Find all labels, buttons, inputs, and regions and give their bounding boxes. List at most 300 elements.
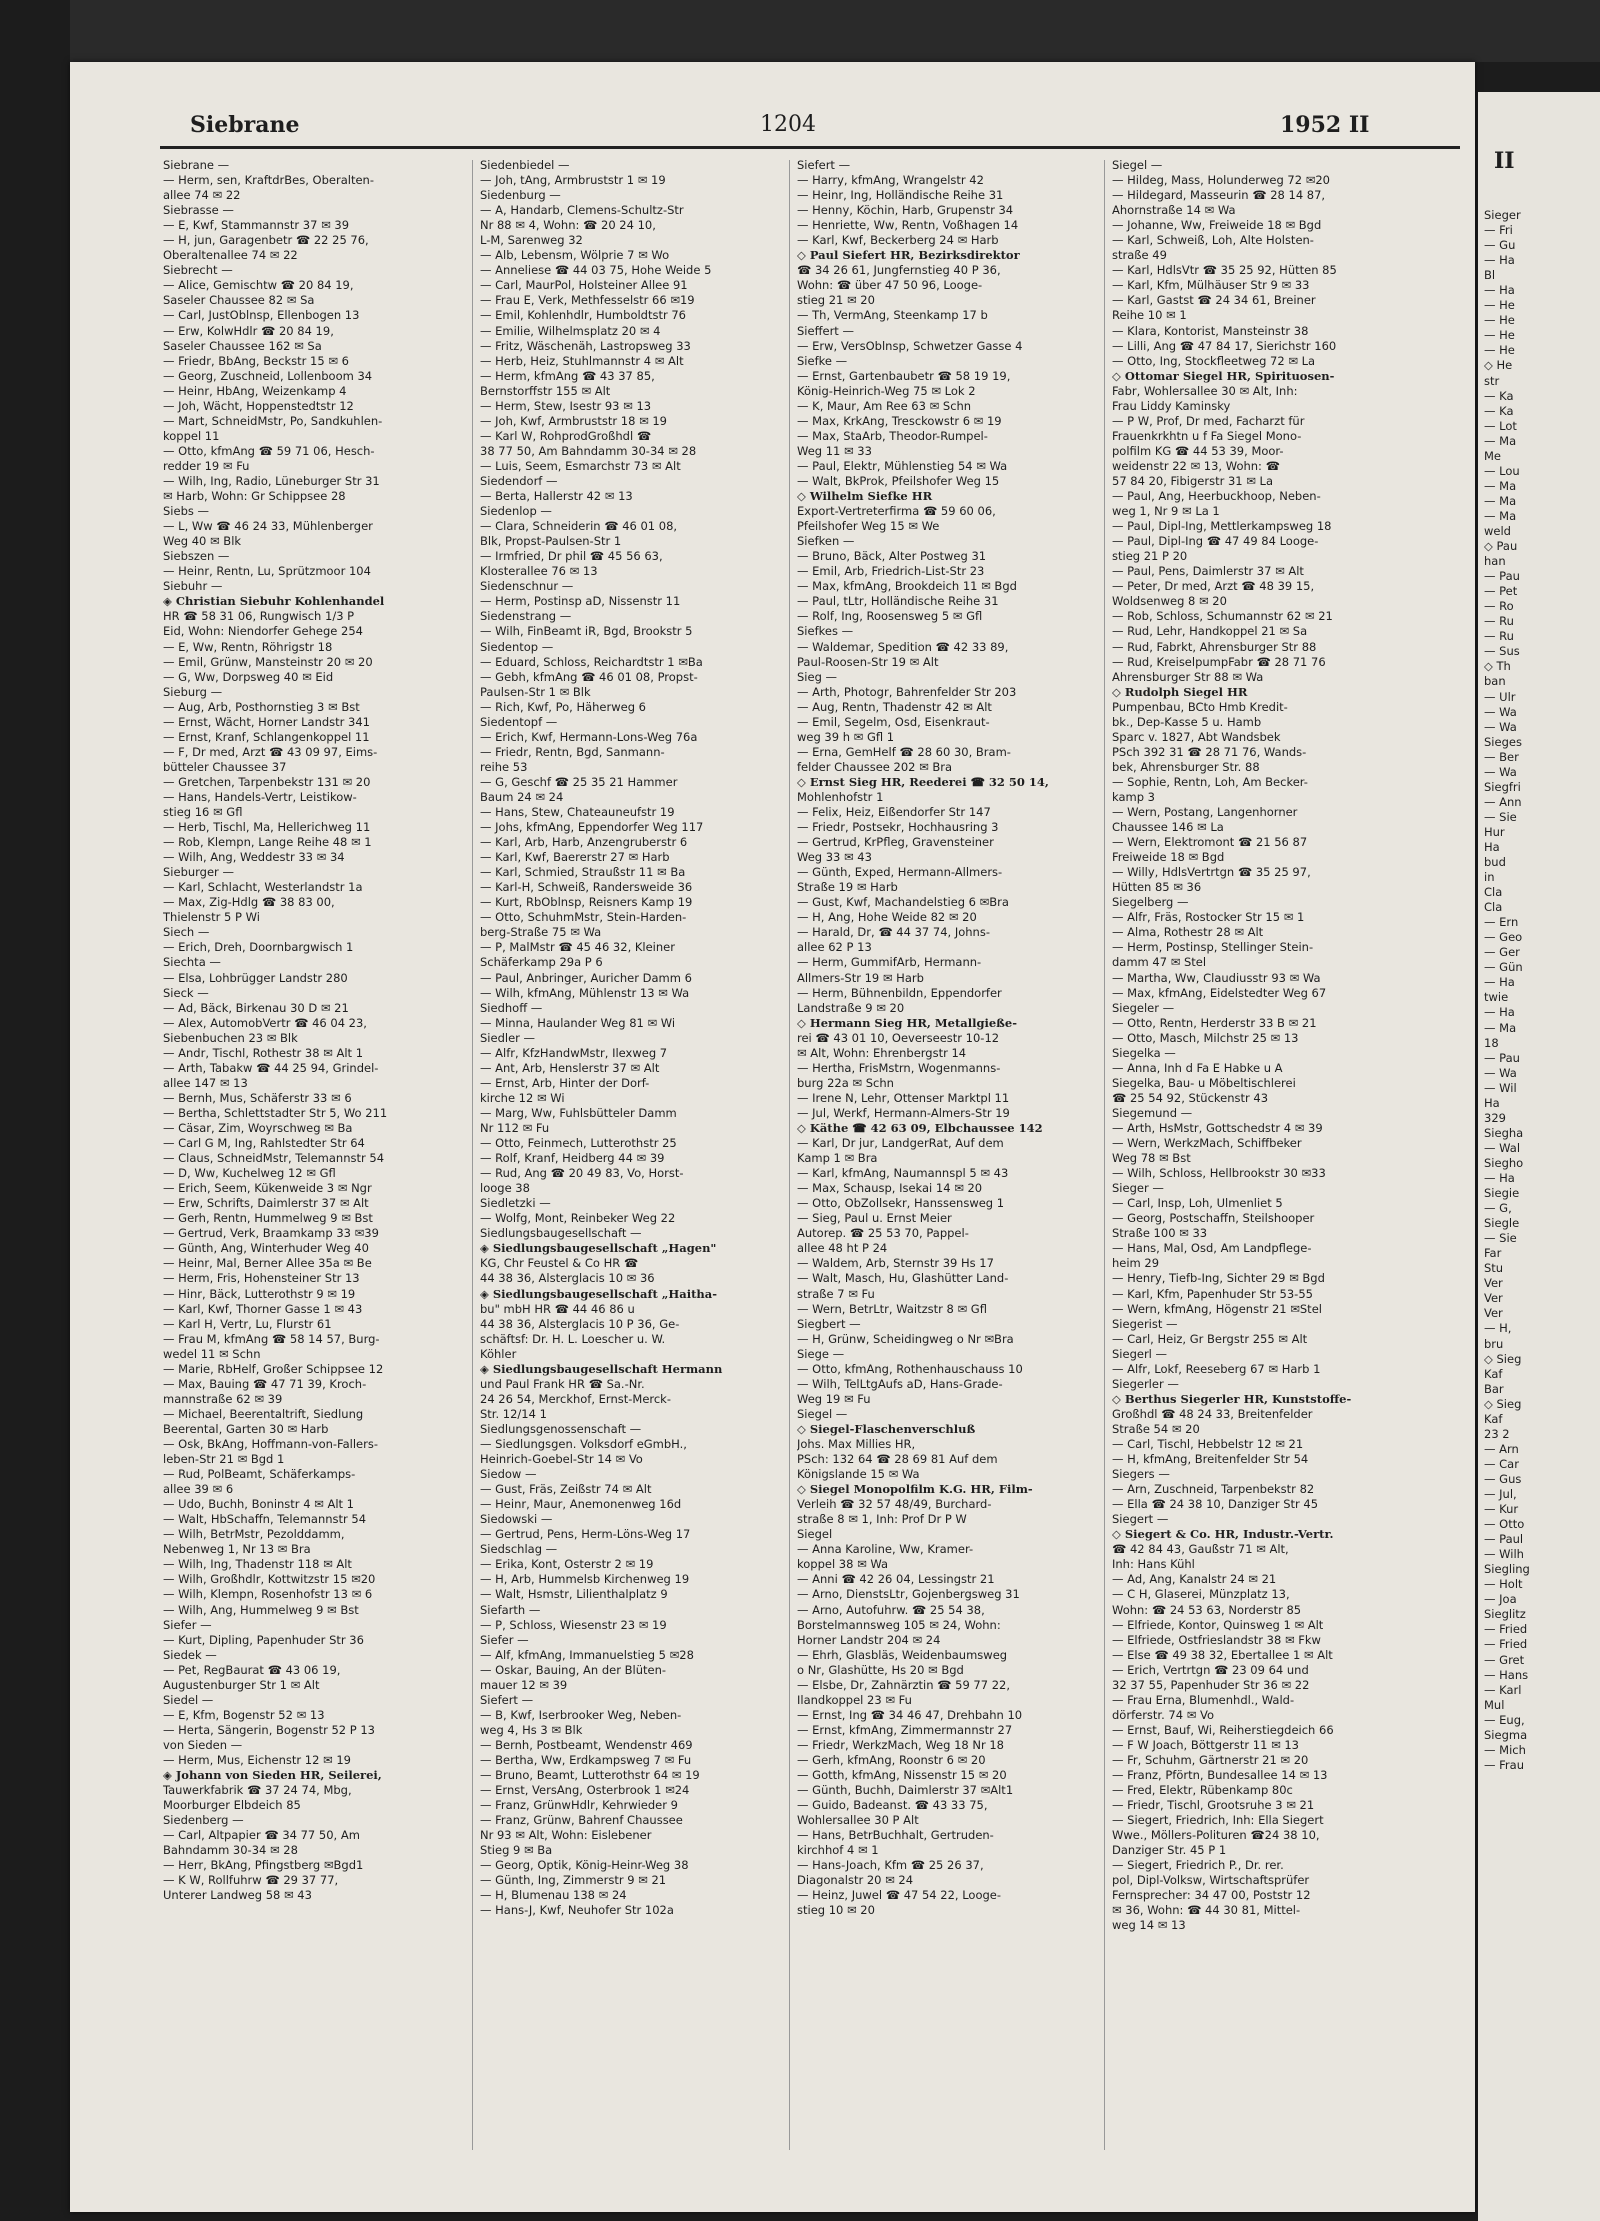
directory-entry-line: Frau Liddy Kaminsky: [1112, 398, 1231, 413]
directory-entry-line: Pfeilshofer Weg 15 ✉ We: [797, 519, 940, 534]
directory-entry-line: — Wilh, FinBeamt iR, Bgd, Brookstr 5: [480, 624, 693, 639]
directory-entry-line: Siedenberg —: [163, 1813, 244, 1828]
directory-entry-line: — Klara, Kontorist, Mansteinstr 38: [1112, 323, 1309, 338]
directory-entry-line: — Erich, Seem, Kükenweide 3 ✉ Ngr: [163, 1181, 372, 1196]
adjacent-page-line: Sieglitz: [1484, 1607, 1526, 1622]
directory-entry-line: Str. 12/14 1: [480, 1406, 547, 1421]
directory-entry-line: Siedenbiedel —: [480, 158, 570, 172]
directory-entry-line: Thielenstr 5 P Wi: [163, 910, 260, 925]
directory-entry-line: — Heinz, Juwel ☎ 47 54 22, Looge-: [797, 1888, 1002, 1903]
directory-entry-line: — Waldemar, Spedition ☎ 42 33 89,: [797, 639, 1009, 654]
directory-entry-line: looge 38: [480, 1181, 530, 1196]
adjacent-page-line: — Ger: [1484, 945, 1520, 960]
directory-entry-line: — Arth, HsMstr, Gottschedstr 4 ✉ 39: [1112, 1121, 1323, 1135]
directory-entry-line: ◇ Rudolph Siegel HR: [1112, 684, 1248, 699]
directory-entry-line: 38 77 50, Am Bahndamm 30-34 ✉ 28: [480, 443, 697, 458]
adjacent-page-line: Sieger: [1484, 208, 1521, 222]
directory-entry-line: Klosterallee 76 ✉ 13: [480, 564, 598, 579]
adjacent-page-line: — Car: [1484, 1456, 1519, 1471]
directory-entry-line: — Rich, Kwf, Po, Häherweg 6: [480, 699, 646, 714]
adjacent-page-line: — Ha: [1484, 253, 1515, 268]
year-volume: 1952 II: [1280, 112, 1370, 138]
directory-entry-line: — Emil, Arb, Friedrich-List-Str 23: [797, 564, 985, 579]
directory-entry-line: — Joh, Kwf, Armbruststr 18 ✉ 19: [480, 413, 667, 428]
directory-entry-line: Sieburger —: [163, 865, 234, 880]
directory-entry-line: — Karl, Schweiß, Loh, Alte Holsten-: [1112, 233, 1314, 248]
adjacent-page-line: Stu: [1484, 1261, 1504, 1276]
directory-entry-line: — P, Schloss, Wiesenstr 23 ✉ 19: [480, 1617, 667, 1632]
directory-entry-line: — Wilh, BetrMstr, Pezolddamm,: [163, 1527, 345, 1542]
directory-entry-line: — Otto, ObZollsekr, Hanssensweg 1: [797, 1196, 1005, 1211]
directory-entry-line: — Herb, Heiz, Stuhlmannstr 4 ✉ Alt: [480, 353, 684, 368]
directory-entry-line: — Herr, BkAng, Pfingstberg ✉Bgd1: [163, 1858, 364, 1873]
directory-entry-line: allee 147 ✉ 13: [163, 1075, 248, 1090]
directory-entry-line: — Alice, Gemischtw ☎ 20 84 19,: [163, 278, 354, 293]
directory-entry-line: — Heinr, Maur, Anemonenweg 16d: [480, 1497, 682, 1512]
directory-entry-line: — Wilh, Klempn, Rosenhofstr 13 ✉ 6: [163, 1587, 373, 1602]
directory-entry-line: — Willy, HdlsVertrtgn ☎ 35 25 97,: [1112, 865, 1311, 880]
adjacent-page-line: — Wa: [1484, 704, 1517, 719]
directory-entry-line: Siedschlag —: [480, 1542, 558, 1557]
adjacent-page-line: — Ber: [1484, 749, 1519, 764]
directory-entry-line: Sieffert —: [797, 323, 854, 338]
adjacent-page-line: Siegfri: [1484, 779, 1521, 794]
directory-entry-line: Hütten 85 ✉ 36: [1112, 880, 1202, 895]
directory-entry-line: — Siegert, Friedrich P., Dr. rer.: [1112, 1858, 1284, 1873]
directory-entry-line: — Peter, Dr med, Arzt ☎ 48 39 15,: [1112, 579, 1315, 594]
directory-entry-line: ◈ Christian Siebuhr Kohlenhandel: [163, 594, 385, 609]
adjacent-page-line: ◇ Sieg: [1484, 1396, 1522, 1411]
directory-entry-line: — Walt, Hsmstr, Lilienthalplatz 9: [480, 1587, 668, 1602]
directory-entry-line: Nr 93 ✉ Alt, Wohn: Eislebener: [480, 1828, 652, 1843]
adjacent-page-line: Sieges: [1484, 734, 1522, 749]
directory-entry-line: — Ernst, Arb, Hinter der Dorf-: [480, 1075, 650, 1090]
directory-entry-line: — Aug, Rentn, Thadenstr 42 ✉ Alt: [797, 699, 992, 714]
adjacent-page-line: Siegling: [1484, 1562, 1530, 1577]
directory-entry-line: — Rob, Schloss, Schumannstr 62 ✉ 21: [1112, 609, 1333, 624]
adjacent-page-line: — Ru: [1484, 614, 1514, 629]
directory-entry-line: ◇ Ottomar Siegel HR, Spirituosen-: [1112, 368, 1335, 383]
directory-entry-line: ✉ Harb, Wohn: Gr Schippsee 28: [163, 489, 346, 504]
column-divider: [789, 160, 790, 2150]
adjacent-page-line: — Wa: [1484, 1065, 1517, 1080]
directory-entry-line: — Gust, Fräs, Zeißstr 74 ✉ Alt: [480, 1482, 652, 1497]
directory-entry-line: — Arno, Autofuhrw. ☎ 25 54 38,: [797, 1602, 985, 1617]
directory-entry-line: — H, Arb, Hummelsb Kirchenweg 19: [480, 1572, 690, 1587]
directory-entry-line: — Elsbe, Dr, Zahnärztin ☎ 59 77 22,: [797, 1677, 1010, 1692]
directory-entry-line: — Wolfg, Mont, Reinbeker Weg 22: [480, 1211, 676, 1226]
directory-entry-line: Eid, Wohn: Niendorfer Gehege 254: [163, 624, 363, 639]
adjacent-page-line: — Ulr: [1484, 689, 1516, 704]
directory-entry-line: schäftsf: Dr. H. L. Loescher u. W.: [480, 1331, 666, 1346]
directory-entry-line: 24 26 54, Merckhof, Ernst-Merck-: [480, 1391, 671, 1406]
adjacent-page-line: — Ma: [1484, 478, 1517, 493]
directory-entry-line: damm 47 ✉ Stel: [1112, 955, 1207, 970]
directory-entry-line: Siechta —: [163, 955, 221, 970]
directory-entry-line: — Karl, Kwf, Beckerberg 24 ✉ Harb: [797, 233, 999, 248]
adjacent-page-line: Siegle: [1484, 1216, 1520, 1231]
directory-entry-line: — Karl, Kfm, Papenhuder Str 53-55: [1112, 1286, 1313, 1301]
adjacent-page-line: Ha: [1484, 1095, 1500, 1110]
directory-entry-line: ✉ Alt, Wohn: Ehrenbergstr 14: [797, 1045, 967, 1060]
directory-entry-line: — Ad, Ang, Kanalstr 24 ✉ 21: [1112, 1572, 1277, 1587]
directory-entry-line: — Karl, Schmied, Straußstr 11 ✉ Ba: [480, 865, 686, 880]
directory-entry-line: Wwe., Möllers-Polituren ☎24 38 10,: [1112, 1828, 1320, 1843]
header-first-entry: Siebrane: [190, 112, 300, 138]
directory-entry-line: Siege —: [797, 1346, 845, 1361]
directory-column-1: [163, 158, 463, 1903]
directory-entry-line: — Clara, Schneiderin ☎ 46 01 08,: [480, 519, 678, 534]
directory-entry-line: Siegert —: [1112, 1512, 1169, 1527]
directory-entry-line: ◈ Siedlungsbaugesellschaft Hermann: [480, 1361, 723, 1376]
directory-entry-line: weg 1, Nr 9 ✉ La 1: [1112, 504, 1220, 519]
directory-entry-line: — Fritz, Wäschenäh, Lastropsweg 33: [480, 338, 691, 353]
directory-entry-line: Verleih ☎ 32 57 48/49, Burchard-: [797, 1497, 992, 1512]
adjacent-page-line: — Fried: [1484, 1622, 1528, 1637]
directory-entry-line: Straße 100 ✉ 33: [1112, 1226, 1208, 1241]
directory-entry-line: — Wilh, Großhdlr, Kottwitzstr 15 ✉20: [163, 1572, 376, 1587]
directory-entry-line: — Karl-H, Schweiß, Randersweide 36: [480, 880, 693, 895]
directory-entry-line: Siegerl —: [1112, 1346, 1168, 1361]
directory-entry-line: KG, Chr Feustel & Co HR ☎: [480, 1256, 639, 1271]
directory-entry-line: Siegel: [797, 1527, 833, 1542]
directory-entry-line: Siech —: [163, 925, 210, 940]
directory-entry-line: Kamp 1 ✉ Bra: [797, 1151, 878, 1166]
directory-entry-line: dörferstr. 74 ✉ Vo: [1112, 1707, 1214, 1722]
directory-entry-line: — Max, Bauing ☎ 47 71 39, Kroch-: [163, 1376, 367, 1391]
directory-entry-line: ✉ 36, Wohn: ☎ 44 30 81, Mittel-: [1112, 1903, 1301, 1918]
adjacent-page-line: — Pau: [1484, 569, 1520, 584]
directory-entry-line: — Friedr, Postsekr, Hochhausring 3: [797, 820, 999, 835]
adjacent-page-line: — Pet: [1484, 584, 1518, 599]
directory-entry-line: — Anneliese ☎ 44 03 75, Hohe Weide 5: [480, 263, 712, 278]
directory-entry-line: 44 38 36, Alsterglacis 10 P 36, Ge-: [480, 1316, 680, 1331]
directory-entry-line: — Max, Schausp, Isekai 14 ✉ 20: [797, 1181, 983, 1196]
adjacent-page-line: Far: [1484, 1246, 1502, 1261]
directory-entry-line: — Paul, Dipl-Ing ☎ 47 49 84 Looge-: [1112, 534, 1319, 549]
directory-entry-line: — P W, Prof, Dr med, Facharzt für: [1112, 413, 1305, 428]
directory-entry-line: kamp 3: [1112, 789, 1155, 804]
directory-entry-line: — Mart, SchneidMstr, Po, Sandkuhlen-: [163, 413, 383, 428]
directory-entry-line: — Aug, Arb, Posthornstieg 3 ✉ Bst: [163, 699, 360, 714]
adjacent-page-line: han: [1484, 554, 1506, 569]
directory-entry-line: — Carl, Insp, Loh, Ulmenliet 5: [1112, 1196, 1283, 1211]
directory-entry-line: — P, MalMstr ☎ 45 46 32, Kleiner: [480, 940, 675, 955]
adjacent-page-line: — Paul: [1484, 1532, 1524, 1547]
directory-entry-line: — Alfr, Lokf, Reeseberg 67 ✉ Harb 1: [1112, 1361, 1321, 1376]
directory-entry-line: allee 48 ht P 24: [797, 1241, 888, 1256]
directory-entry-line: Reihe 10 ✉ 1: [1112, 308, 1187, 323]
directory-entry-line: — Wern, BetrLtr, Waitzstr 8 ✉ Gfl: [797, 1301, 987, 1316]
adjacent-page-line: — Hans: [1484, 1667, 1529, 1682]
directory-entry-line: — Gerh, Rentn, Hummelweg 9 ✉ Bst: [163, 1211, 373, 1226]
directory-entry-line: — E, Ww, Rentn, Röhrigstr 18: [163, 639, 333, 654]
directory-entry-line: — Henry, Tiefb-Ing, Sichter 29 ✉ Bgd: [1112, 1271, 1325, 1286]
directory-entry-line: — K, Maur, Am Ree 63 ✉ Schn: [797, 398, 972, 413]
directory-entry-line: Freiweide 18 ✉ Bgd: [1112, 850, 1225, 865]
directory-entry-line: Siebrecht —: [163, 263, 233, 278]
directory-entry-line: — Karl, Arb, Harb, Anzengruberstr 6: [480, 835, 688, 850]
directory-entry-line: — Gertrud, Pens, Herm-Löns-Weg 17: [480, 1527, 691, 1542]
directory-entry-line: — Herb, Tischl, Ma, Hellerichweg 11: [163, 820, 371, 835]
directory-entry-line: — Walt, BkProk, Pfeilshofer Weg 15: [797, 473, 1000, 488]
directory-entry-line: Siedentop —: [480, 639, 554, 654]
directory-entry-line: — Jul, Werkf, Hermann-Almers-Str 19: [797, 1105, 1010, 1120]
directory-entry-line: Siefer —: [163, 1617, 212, 1632]
directory-entry-line: — Hans, Handels-Vertr, Leistikow-: [163, 789, 357, 804]
directory-entry-line: Köhler: [480, 1346, 517, 1361]
directory-entry-line: Siefken —: [797, 534, 855, 549]
directory-entry-line: Siefer —: [480, 1632, 529, 1647]
directory-entry-line: ☎ 42 84 43, Gaußstr 71 ✉ Alt,: [1112, 1542, 1289, 1557]
directory-entry-line: — K W, Rollfuhrw ☎ 29 37 77,: [163, 1873, 339, 1888]
directory-entry-line: — Frau Erna, Blumenhdl., Wald-: [1112, 1692, 1295, 1707]
directory-entry-line: — Rud, Lehr, Handkoppel 21 ✉ Sa: [1112, 624, 1308, 639]
directory-entry-line: Beerental, Garten 30 ✉ Harb: [163, 1421, 329, 1436]
directory-entry-line: — Ernst, Gartenbaubetr ☎ 58 19 19,: [797, 368, 1011, 383]
directory-entry-line: Horner Landstr 204 ✉ 24: [797, 1632, 941, 1647]
header-rule: [160, 146, 1460, 149]
directory-entry-line: allee 39 ✉ 6: [163, 1482, 234, 1497]
directory-entry-line: Siedenlop —: [480, 504, 552, 519]
directory-entry-line: straße 8 ✉ 1, Inh: Prof Dr P W: [797, 1512, 967, 1527]
directory-entry-line: — Berta, Hallerstr 42 ✉ 13: [480, 489, 633, 504]
directory-entry-line: — Rud, KreiselpumpFabr ☎ 28 71 76: [1112, 654, 1326, 669]
directory-entry-line: — Gebh, kfmAng ☎ 46 01 08, Propst-: [480, 669, 698, 684]
directory-entry-line: — Th, VermAng, Steenkamp 17 b: [797, 308, 988, 323]
directory-entry-line: — Rud, Ang ☎ 20 49 83, Vo, Horst-: [480, 1166, 684, 1181]
directory-entry-line: Weg 33 ✉ 43: [797, 850, 872, 865]
directory-entry-line: Paulsen-Str 1 ✉ Blk: [480, 684, 591, 699]
directory-entry-line: — F W Joach, Böttgerstr 11 ✉ 13: [1112, 1737, 1299, 1752]
directory-entry-line: Siedlungsgenossenschaft —: [480, 1421, 642, 1436]
directory-entry-line: leben-Str 21 ✉ Bgd 1: [163, 1452, 285, 1467]
directory-entry-line: Siedentopf —: [480, 714, 558, 729]
directory-entry-line: — H, kfmAng, Breitenfelder Str 54: [1112, 1452, 1309, 1467]
adjacent-page-line: str: [1484, 373, 1500, 388]
directory-entry-line: — Rud, PolBeamt, Schäferkamps-: [163, 1467, 356, 1482]
directory-entry-line: — Irene N, Lehr, Ottenser Marktpl 11: [797, 1090, 1010, 1105]
directory-entry-line: Siegel —: [797, 1406, 848, 1421]
directory-entry-line: — Karl H, Vertr, Lu, Flurstr 61: [163, 1316, 332, 1331]
adjacent-page-line: weld: [1484, 523, 1511, 538]
directory-entry-line: — Alma, Rothestr 28 ✉ Alt: [1112, 925, 1264, 940]
directory-entry-line: — Paul, Pens, Daimlerstr 37 ✉ Alt: [1112, 564, 1304, 579]
adjacent-page-line: — Ro: [1484, 599, 1514, 614]
directory-entry-line: Diagonalstr 20 ✉ 24: [797, 1873, 914, 1888]
directory-entry-line: stieg 16 ✉ Gfl: [163, 805, 243, 820]
adjacent-page-line: Bl: [1484, 268, 1496, 283]
adjacent-page-line: 18: [1484, 1035, 1499, 1050]
directory-entry-line: — Franz, Grünw, Bahrenf Chaussee: [480, 1813, 683, 1828]
directory-entry-line: — Otto, Ing, Stockfleetweg 72 ✉ La: [1112, 353, 1316, 368]
directory-entry-line: Siegelka, Bau- u Möbeltischlerei: [1112, 1075, 1296, 1090]
adjacent-page-line: — Arn: [1484, 1441, 1519, 1456]
directory-entry-line: Siebenbuchen 23 ✉ Blk: [163, 1030, 298, 1045]
directory-entry-line: — Erw, VersOblnsp, Schwetzer Gasse 4: [797, 338, 1023, 353]
directory-entry-line: bk., Dep-Kasse 5 u. Hamb: [1112, 714, 1262, 729]
directory-entry-line: Siefarth —: [480, 1602, 541, 1617]
directory-entry-line: — Joh, tAng, Armbruststr 1 ✉ 19: [480, 173, 666, 188]
directory-entry-line: König-Heinrich-Weg 75 ✉ Lok 2: [797, 383, 976, 398]
directory-entry-line: Blk, Propst-Paulsen-Str 1: [480, 534, 622, 549]
adjacent-page-edge: [1478, 92, 1600, 2221]
adjacent-page-line: — Ann: [1484, 794, 1522, 809]
directory-entry-line: Nebenweg 1, Nr 13 ✉ Bra: [163, 1542, 311, 1557]
directory-entry-line: — Ehrh, Glasbläs, Weidenbaumsweg: [797, 1647, 1008, 1662]
adjacent-page-line: — Holt: [1484, 1577, 1523, 1592]
directory-entry-line: — L, Ww ☎ 46 24 33, Mühlenberger: [163, 519, 373, 534]
directory-entry-line: — Harry, kfmAng, Wrangelstr 42: [797, 173, 984, 188]
directory-entry-line: — Günth, Buchh, Daimlerstr 37 ✉Alt1: [797, 1783, 1014, 1798]
directory-entry-line: heim 29: [1112, 1256, 1160, 1271]
adjacent-page-line: Ver: [1484, 1306, 1503, 1321]
directory-entry-line: — Ernst, Bauf, Wi, Reiherstiegdeich 66: [1112, 1722, 1334, 1737]
directory-entry-line: — Otto, SchuhmMstr, Stein-Harden-: [480, 910, 687, 925]
directory-entry-line: — G, Ww, Dorpsweg 40 ✉ Eid: [163, 669, 334, 684]
directory-entry-line: — Max, kfmAng, Eidelstedter Weg 67: [1112, 985, 1327, 1000]
directory-entry-line: — Bruno, Bäck, Alter Postweg 31: [797, 549, 987, 564]
adjacent-page-line: — Sus: [1484, 644, 1520, 659]
directory-entry-line: — Gust, Kwf, Machandelstieg 6 ✉Bra: [797, 895, 1009, 910]
directory-entry-line: — Carl, Altpapier ☎ 34 77 50, Am: [163, 1828, 360, 1843]
directory-entry-line: Woldsenweg 8 ✉ 20: [1112, 594, 1227, 609]
column-divider: [472, 160, 473, 2150]
directory-entry-line: stieg 10 ✉ 20: [797, 1903, 875, 1918]
directory-entry-line: — Otto, Rentn, Herderstr 33 B ✉ 21: [1112, 1015, 1317, 1030]
directory-entry-line: berg-Straße 75 ✉ Wa: [480, 925, 602, 940]
directory-entry-line: — Arno, DienstsLtr, Gojenbergsweg 31: [797, 1587, 1020, 1602]
directory-entry-line: Siebs —: [163, 504, 210, 519]
directory-entry-line: Chaussee 146 ✉ La: [1112, 820, 1224, 835]
directory-entry-line: — H, Grünw, Scheidingweg o Nr ✉Bra: [797, 1331, 1014, 1346]
directory-entry-line: — Erich, Dreh, Doornbargwisch 1: [163, 940, 354, 955]
adjacent-page-line: Siegho: [1484, 1155, 1524, 1170]
directory-entry-line: — Ernst, Kranf, Schlangenkoppel 11: [163, 729, 370, 744]
directory-entry-line: — Arth, Photogr, Bahrenfelder Str 203: [797, 684, 1017, 699]
adjacent-page-line: ◇ Th: [1484, 659, 1511, 674]
adjacent-page-line: ◇ He: [1484, 358, 1513, 373]
directory-entry-line: Borstelmannsweg 105 ✉ 24, Wohn:: [797, 1617, 1001, 1632]
directory-entry-line: Moorburger Elbdeich 85: [163, 1798, 301, 1813]
directory-entry-line: Siegemund —: [1112, 1105, 1193, 1120]
directory-entry-line: — Wilh, Ing, Radio, Lüneburger Str 31: [163, 473, 380, 488]
directory-entry-line: von Sieden —: [163, 1737, 243, 1752]
directory-entry-line: — Karl, HdlsVtr ☎ 35 25 92, Hütten 85: [1112, 263, 1337, 278]
adjacent-page-line: 23 2: [1484, 1426, 1510, 1441]
directory-entry-line: bütteler Chaussee 37: [163, 759, 287, 774]
adjacent-page-line: — Sie: [1484, 809, 1517, 824]
adjacent-page-line: Siegha: [1484, 1125, 1524, 1140]
directory-entry-line: weidenstr 22 ✉ 13, Wohn: ☎: [1112, 458, 1280, 473]
adjacent-page-line: Ha: [1484, 839, 1500, 854]
directory-entry-line: — A, Handarb, Clemens-Schultz-Str: [480, 203, 684, 218]
adjacent-page-line: — G,: [1484, 1201, 1512, 1216]
directory-entry-line: — Henny, Köchin, Harb, Grupenstr 34: [797, 203, 1014, 218]
directory-entry-line: — Carl, Heiz, Gr Bergstr 255 ✉ Alt: [1112, 1331, 1308, 1346]
adjacent-page-lines: [1478, 208, 1600, 1773]
directory-entry-line: PSch: 132 64 ☎ 28 69 81 Auf dem: [797, 1452, 998, 1467]
directory-entry-line: — Erich, Kwf, Hermann-Lons-Weg 76a: [480, 729, 698, 744]
directory-entry-line: — Herm, GummifArb, Hermann-: [797, 955, 982, 970]
directory-entry-line: Siedler —: [480, 1030, 536, 1045]
directory-entry-line: mauer 12 ✉ 39: [480, 1677, 568, 1692]
directory-entry-line: Siegerler —: [1112, 1376, 1179, 1391]
directory-entry-line: straße 7 ✉ Fu: [797, 1286, 875, 1301]
directory-entry-line: — Emil, Segelm, Osd, Eisenkraut-: [797, 714, 990, 729]
adjacent-page-line: — Joa: [1484, 1592, 1517, 1607]
directory-entry-line: Siedlungsbaugesellschaft —: [480, 1226, 642, 1241]
adjacent-page-line: — Wa: [1484, 764, 1517, 779]
directory-entry-line: koppel 38 ✉ Wa: [797, 1557, 889, 1572]
directory-entry-line: Landstraße 9 ✉ 20: [797, 1000, 905, 1015]
directory-entry-line: — Ernst, VersAng, Osterbrook 1 ✉24: [480, 1783, 690, 1798]
directory-entry-line: — Georg, Zuschneid, Lollenboom 34: [163, 368, 373, 383]
directory-entry-line: 32 37 55, Papenhuder Str 36 ✉ 22: [1112, 1677, 1310, 1692]
directory-entry-line: — Friedr, BbAng, Beckstr 15 ✉ 6: [163, 353, 349, 368]
directory-entry-line: kirche 12 ✉ Wi: [480, 1090, 565, 1105]
directory-entry-line: — Walt, Masch, Hu, Glashütter Land-: [797, 1271, 1009, 1286]
directory-entry-line: Siegelberg —: [1112, 895, 1189, 910]
directory-entry-line: Nr 88 ✉ 4, Wohn: ☎ 20 24 10,: [480, 218, 656, 233]
directory-entry-line: — Bernh, Postbeamt, Wendenstr 469: [480, 1737, 693, 1752]
directory-entry-line: — Oskar, Bauing, An der Blüten-: [480, 1662, 667, 1677]
directory-entry-line: — Ernst, Wächt, Horner Landstr 341: [163, 714, 370, 729]
directory-entry-line: HR ☎ 58 31 06, Rungwisch 1/3 P: [163, 609, 355, 624]
directory-entry-line: — Ad, Bäck, Birkenau 30 D ✉ 21: [163, 1000, 349, 1015]
directory-entry-line: Paul-Roosen-Str 19 ✉ Alt: [797, 654, 939, 669]
directory-entry-line: — Bertha, Schlettstadter Str 5, Wo 211: [163, 1105, 388, 1120]
directory-entry-line: — Hertha, FrisMstrn, Wogenmanns-: [797, 1060, 1001, 1075]
directory-entry-line: — Wern, WerkzMach, Schiffbeker: [1112, 1136, 1302, 1151]
directory-entry-line: allee 74 ✉ 22: [163, 188, 241, 203]
directory-entry-line: wedel 11 ✉ Schn: [163, 1346, 261, 1361]
directory-entry-line: — Günth, Ing, Zimmerstr 9 ✉ 21: [480, 1873, 667, 1888]
page-number: 1204: [760, 112, 816, 137]
directory-entry-line: — Wilh, Ang, Weddestr 33 ✉ 34: [163, 850, 345, 865]
adjacent-page-line: Ver: [1484, 1276, 1503, 1291]
adjacent-page-line: Cla: [1484, 885, 1503, 900]
directory-entry-line: — Herta, Sängerin, Bogenstr 52 P 13: [163, 1722, 375, 1737]
directory-entry-line: ☎ 34 26 61, Jungfernstieg 40 P 36,: [797, 263, 1001, 278]
adjacent-page-line: — Geo: [1484, 930, 1523, 945]
directory-entry-line: Weg 11 ✉ 33: [797, 443, 872, 458]
directory-entry-line: ◈ Siedlungsbaugesellschaft „Hagen": [480, 1241, 717, 1256]
directory-entry-line: Saseler Chaussee 82 ✉ Sa: [163, 293, 315, 308]
directory-entry-line: — Heinr, Ing, Holländische Reihe 31: [797, 188, 1004, 203]
directory-entry-line: — Fr, Schuhm, Gärtnerstr 21 ✉ 20: [1112, 1752, 1309, 1767]
directory-entry-line: — G, Geschf ☎ 25 35 21 Hammer: [480, 774, 678, 789]
adjacent-page-line: — Ru: [1484, 629, 1514, 644]
column-divider: [1104, 160, 1105, 2150]
adjacent-page-line: bru: [1484, 1336, 1504, 1351]
directory-entry-line: — Erich, Vertrtgn ☎ 23 09 64 und: [1112, 1662, 1309, 1677]
directory-entry-line: — Osk, BkAng, Hoffmann-von-Fallers-: [163, 1436, 378, 1451]
directory-entry-line: — Rolf, Kranf, Heidberg 44 ✉ 39: [480, 1151, 665, 1166]
directory-entry-line: Siebrane —: [163, 158, 230, 172]
adjacent-page-line: — Pau: [1484, 1050, 1520, 1065]
directory-entry-line: — Otto, Masch, Milchstr 25 ✉ 13: [1112, 1030, 1299, 1045]
directory-entry-line: — Cäsar, Zim, Woyrschweg ✉ Ba: [163, 1121, 353, 1135]
adjacent-page-line: in: [1484, 870, 1495, 885]
directory-entry-line: — Frau M, kfmAng ☎ 58 14 57, Burg-: [163, 1331, 380, 1346]
directory-entry-line: — Carl, MaurPol, Holsteiner Allee 91: [480, 278, 688, 293]
adjacent-page-line: ban: [1484, 674, 1506, 689]
directory-entry-line: PSch 392 31 ☎ 28 71 76, Wands-: [1112, 744, 1307, 759]
directory-entry-line: — Gotth, kfmAng, Nissenstr 15 ✉ 20: [797, 1768, 1007, 1783]
directory-entry-line: — Herm, Postinsp aD, Nissenstr 11: [480, 594, 681, 609]
directory-entry-line: — Herm, Postinsp, Stellinger Stein-: [1112, 940, 1314, 955]
